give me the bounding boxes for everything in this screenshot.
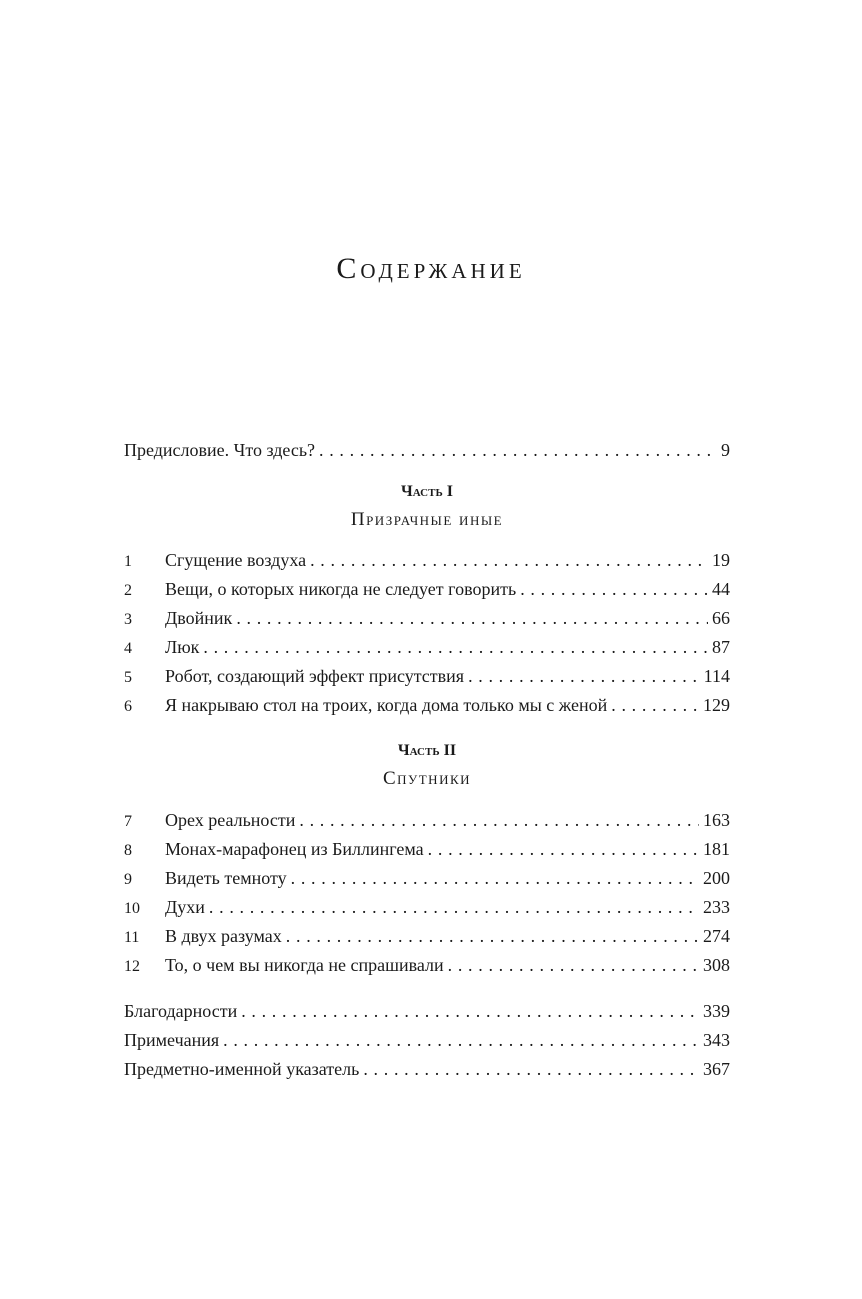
part-label: Часть II (397, 742, 457, 759)
toc-row[interactable] (124, 951, 730, 980)
toc-row[interactable] (124, 864, 730, 893)
toc-row[interactable] (124, 806, 730, 835)
entry-label: В двух разумах (165, 926, 282, 946)
leader-dots (520, 575, 708, 604)
page-number: 9 (721, 440, 730, 460)
leader-dots (611, 691, 699, 720)
leader-dots (236, 604, 708, 633)
chapter-number: 6 (124, 698, 132, 715)
toc-row[interactable] (124, 691, 730, 720)
entry-label: Двойник (165, 608, 233, 628)
leader-dots (209, 893, 699, 922)
chapter-number: 3 (124, 611, 132, 628)
entry-label: Видеть темноту (165, 868, 287, 888)
backmatter (124, 997, 730, 1084)
entry-label: Люк (165, 637, 200, 657)
chapter-number: 7 (124, 813, 132, 830)
chapter-number: 2 (124, 582, 132, 599)
page-number: 66 (712, 608, 730, 628)
part-title: Призрачные иные (350, 509, 504, 530)
page-number: 163 (703, 810, 730, 830)
entry-label: Предметно-именной указатель (124, 1059, 360, 1079)
leader-dots (319, 436, 717, 465)
toc-row[interactable] (124, 546, 730, 575)
leader-dots (241, 997, 699, 1026)
page-number: 114 (703, 666, 730, 686)
chapter-number: 12 (124, 958, 140, 975)
leader-dots (363, 1055, 699, 1084)
toc-row[interactable] (124, 893, 730, 922)
entry-label: Орех реальности (165, 810, 296, 830)
leader-dots (223, 1026, 699, 1055)
leader-dots (310, 546, 708, 575)
chapter-number: 9 (124, 871, 132, 888)
entry-label: Вещи, о которых никогда не следует говорить (165, 579, 517, 599)
part-2-header (124, 738, 730, 794)
toc-row[interactable] (124, 604, 730, 633)
page-number: 44 (712, 579, 730, 599)
toc-row[interactable] (124, 997, 730, 1026)
page-number: 19 (712, 550, 730, 570)
toc-row[interactable] (124, 575, 730, 604)
entry-label: Благодарности (124, 1001, 238, 1021)
toc-row[interactable] (124, 436, 730, 465)
chapter-number: 10 (124, 900, 140, 917)
toc-row[interactable] (124, 1026, 730, 1055)
leader-dots (291, 864, 699, 893)
entry-label: Сгущение воздуха (165, 550, 307, 570)
page-number: 274 (703, 926, 730, 946)
leader-dots (299, 806, 699, 835)
toc-row[interactable] (124, 922, 730, 951)
page-number: 233 (703, 897, 730, 917)
preface-entry (124, 436, 730, 465)
chapter-number: 8 (124, 842, 132, 859)
part-label: Часть I (401, 483, 453, 500)
entry-label: Предисловие. Что здесь? (124, 440, 316, 460)
toc-row[interactable] (124, 633, 730, 662)
page-number: 343 (703, 1030, 730, 1050)
page-number: 367 (703, 1059, 730, 1079)
page-number: 129 (703, 695, 730, 715)
chapter-number: 11 (124, 929, 140, 946)
page-number: 200 (703, 868, 730, 888)
chapter-number: 4 (124, 640, 132, 657)
entry-label: Робот, создающий эффект присутствия (165, 666, 465, 686)
toc-row[interactable] (124, 1055, 730, 1084)
part-title: Спутники (382, 768, 472, 789)
toc-row[interactable] (124, 835, 730, 864)
part-1-header (124, 479, 730, 535)
leader-dots (203, 633, 708, 662)
entry-label: Примечания (124, 1030, 220, 1050)
chapter-number: 1 (124, 553, 132, 570)
leader-dots (448, 951, 699, 980)
page-number: 308 (703, 955, 730, 975)
entry-label: То, о чем вы никогда не спрашивали (165, 955, 444, 975)
entry-label: Монах-марафонец из Биллингема (165, 839, 424, 859)
leader-dots (468, 662, 700, 691)
page-number: 87 (712, 637, 730, 657)
part-2-chapters (124, 806, 730, 980)
entry-label: Духи (165, 897, 205, 917)
page-title: Содержание (336, 252, 526, 285)
leader-dots (428, 835, 699, 864)
part-1-chapters (124, 546, 730, 720)
page-number: 339 (703, 1001, 730, 1021)
entry-label: Я накрываю стол на троих, когда дома только мы с женой (165, 695, 608, 715)
leader-dots (286, 922, 699, 951)
chapter-number: 5 (124, 669, 132, 686)
toc-row[interactable] (124, 662, 730, 691)
page-number: 181 (703, 839, 730, 859)
